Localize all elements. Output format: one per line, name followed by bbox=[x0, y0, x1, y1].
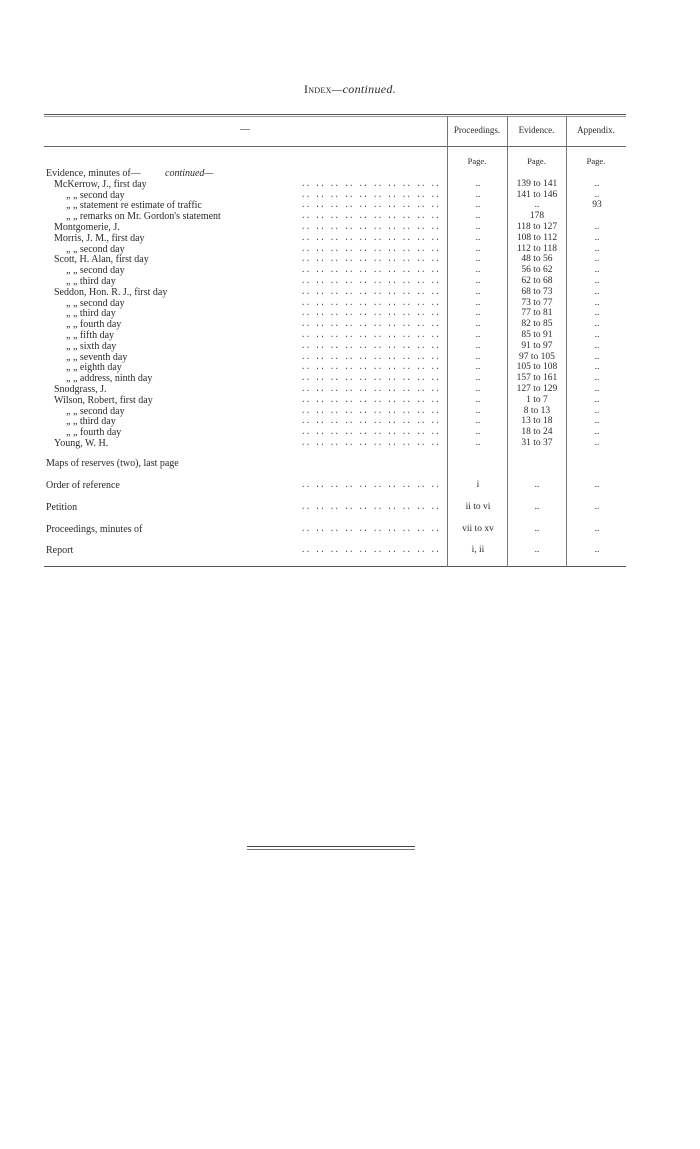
index-row bbox=[0, 352, 700, 363]
row-label: „ „ second day bbox=[66, 297, 125, 309]
index-section-row bbox=[0, 480, 700, 491]
row-label: „ „ eighth day bbox=[66, 362, 122, 374]
cell-app: .. bbox=[594, 308, 600, 319]
cell-app: .. bbox=[594, 254, 600, 265]
row-label: „ „ address, ninth day bbox=[66, 373, 153, 385]
cell-app: .. bbox=[594, 545, 600, 555]
index-row bbox=[0, 254, 700, 265]
dot-leader: .. .. .. .. .. .. .. .. .. .. bbox=[300, 309, 440, 319]
cell-app: .. bbox=[594, 330, 600, 340]
table-header-rule bbox=[44, 146, 626, 147]
dot-leader: .. .. .. .. .. .. .. .. .. .. bbox=[300, 417, 440, 427]
dot-leader: .. .. .. .. .. .. .. .. .. .. bbox=[300, 341, 440, 351]
index-row bbox=[0, 276, 700, 287]
cell-app: .. bbox=[594, 319, 600, 330]
cell-app: .. bbox=[594, 524, 600, 534]
cell-proc: .. bbox=[475, 200, 481, 211]
cell-evid: .. bbox=[534, 502, 540, 512]
cell-proc: .. bbox=[475, 276, 481, 286]
cell-proc: .. bbox=[475, 427, 481, 438]
cell-app: .. bbox=[594, 427, 600, 438]
index-row bbox=[0, 179, 700, 190]
table-bottom-rule bbox=[44, 566, 626, 567]
cell-evid: .. bbox=[534, 545, 540, 555]
cell-proc: .. bbox=[475, 297, 481, 308]
dot-leader: .. .. .. .. .. .. .. .. .. .. bbox=[300, 179, 440, 189]
dot-leader: .. .. .. .. .. .. .. .. .. .. bbox=[300, 439, 440, 448]
index-section-row bbox=[0, 458, 700, 469]
cell-proc: i, ii bbox=[471, 545, 485, 555]
row-label: „ „ second day bbox=[66, 189, 125, 201]
dot-leader: .. .. .. .. .. .. .. .. .. .. bbox=[300, 406, 440, 416]
dot-leader: .. .. .. .. .. .. .. .. .. .. bbox=[300, 190, 440, 200]
cell-evid: 82 to 85 bbox=[521, 319, 553, 330]
dot-leader: .. .. .. .. .. .. .. .. .. .. bbox=[300, 395, 440, 405]
cell-app: .. bbox=[594, 222, 600, 232]
cell-proc: .. bbox=[475, 211, 481, 222]
head-dash: — bbox=[240, 124, 250, 135]
column-header-appendix: Appendix. bbox=[577, 125, 615, 135]
cell-proc: .. bbox=[475, 394, 481, 405]
dot-leader: .. .. .. .. .. .. .. .. .. .. bbox=[300, 320, 440, 330]
row-label: „ „ fourth day bbox=[66, 427, 122, 439]
dot-leader: .. .. .. .. .. .. .. .. .. .. bbox=[300, 201, 440, 211]
row-label: „ „ third day bbox=[66, 308, 116, 320]
cell-proc: .. bbox=[475, 286, 481, 297]
cell-evid: 31 to 37 bbox=[521, 438, 553, 448]
row-label: „ „ statement re estimate of traffic bbox=[66, 200, 202, 212]
dot-leader: .. .. .. .. .. .. .. .. .. .. bbox=[300, 244, 440, 254]
cell-evid: .. bbox=[534, 480, 540, 490]
index-row bbox=[0, 373, 700, 384]
dot-leader: .. .. .. .. .. .. .. .. .. .. bbox=[300, 525, 440, 534]
subhead-evidence: Page. bbox=[527, 156, 546, 166]
row-label: Scott, H. Alan, first day bbox=[54, 254, 149, 266]
row-label: Snodgrass, J. bbox=[54, 384, 107, 395]
row-label: Morris, J. M., first day bbox=[54, 232, 145, 244]
cell-proc: .. bbox=[475, 340, 481, 351]
index-section-row bbox=[0, 524, 700, 535]
dot-leader: .. .. .. .. .. .. .. .. .. .. bbox=[300, 428, 440, 438]
row-label: „ „ second day bbox=[66, 265, 125, 277]
row-label: „ „ third day bbox=[66, 416, 116, 428]
cell-evid: .. bbox=[534, 524, 540, 534]
index-row bbox=[0, 222, 700, 233]
cell-evid: 157 to 161 bbox=[516, 373, 558, 384]
row-label: Proceedings, minutes of bbox=[46, 524, 143, 535]
row-label: „ „ sixth day bbox=[66, 340, 117, 352]
cell-proc: .. bbox=[475, 189, 481, 200]
table-top-rule bbox=[44, 114, 626, 115]
cell-proc: .. bbox=[475, 243, 481, 254]
cell-app: .. bbox=[594, 340, 600, 351]
row-label: Order of reference bbox=[46, 480, 120, 491]
closing-rule-inner bbox=[247, 849, 415, 850]
cell-app: .. bbox=[594, 405, 600, 416]
cell-evid: 8 to 13 bbox=[523, 405, 551, 416]
page-title bbox=[0, 82, 700, 97]
index-row bbox=[0, 427, 700, 438]
dot-leader: .. .. .. .. .. .. .. .. .. .. bbox=[300, 481, 440, 490]
cell-evid: .. bbox=[534, 200, 540, 211]
row-label: „ „ fourth day bbox=[66, 319, 122, 331]
cell-app: .. bbox=[594, 297, 600, 308]
dot-leader: .. .. .. .. .. .. .. .. .. .. bbox=[300, 298, 440, 308]
cell-app: .. bbox=[594, 189, 600, 200]
dot-leader: .. .. .. .. .. .. .. .. .. .. bbox=[300, 212, 440, 222]
cell-app: .. bbox=[594, 178, 600, 189]
cell-evid: 112 to 118 bbox=[517, 243, 557, 254]
cell-proc: .. bbox=[475, 362, 481, 373]
row-label: Young, W. H. bbox=[54, 438, 109, 449]
index-row bbox=[0, 406, 700, 417]
index-row bbox=[0, 438, 700, 449]
cell-app: .. bbox=[594, 384, 600, 394]
subhead-proceedings: Page. bbox=[467, 156, 487, 166]
row-label: „ „ remarks on Mr. Gordon's statement bbox=[66, 211, 221, 223]
cell-evid: 139 to 141 bbox=[516, 178, 558, 189]
subhead-appendix: Page. bbox=[586, 156, 606, 166]
cell-evid: 77 to 81 bbox=[521, 308, 553, 319]
cell-evid: 127 to 129 bbox=[516, 384, 558, 394]
row-label: „ „ seventh day bbox=[66, 351, 128, 363]
cell-app: .. bbox=[594, 286, 600, 297]
cell-app: .. bbox=[594, 480, 600, 490]
row-label: Wilson, Robert, first day bbox=[54, 394, 153, 406]
row-label: Seddon, Hon. R. J., first day bbox=[54, 286, 168, 298]
dot-leader: .. .. .. .. .. .. .. .. .. .. bbox=[300, 223, 440, 232]
column-header-proceedings: Proceedings. bbox=[453, 125, 501, 135]
closing-rule bbox=[247, 846, 415, 847]
cell-evid: 13 to 18 bbox=[521, 416, 553, 427]
cell-app: .. bbox=[594, 276, 600, 286]
dot-leader: .. .. .. .. .. .. .. .. .. .. bbox=[300, 255, 440, 265]
index-row bbox=[0, 287, 700, 298]
row-label: Evidence, minutes of— bbox=[46, 168, 141, 179]
cell-app: .. bbox=[594, 373, 600, 384]
index-row bbox=[0, 362, 700, 373]
cell-evid: 56 to 62 bbox=[521, 265, 553, 276]
cell-proc: .. bbox=[475, 330, 481, 340]
cell-evid: 85 to 91 bbox=[521, 330, 553, 340]
row-label-italic: continued— bbox=[165, 168, 214, 179]
index-row bbox=[0, 190, 700, 201]
cell-proc: .. bbox=[475, 265, 481, 276]
cell-app: .. bbox=[594, 265, 600, 276]
row-label: „ „ second day bbox=[66, 405, 125, 417]
column-header-evidence: Evidence. bbox=[518, 125, 555, 135]
dot-leader: .. .. .. .. .. .. .. .. .. .. bbox=[300, 503, 440, 512]
dot-leader: .. .. .. .. .. .. .. .. .. .. bbox=[300, 374, 440, 384]
index-row bbox=[0, 341, 700, 352]
row-label: „ „ second day bbox=[66, 243, 125, 255]
cell-app: .. bbox=[594, 362, 600, 373]
row-label: Maps of reserves (two), last page bbox=[46, 458, 179, 469]
index-section-row bbox=[0, 502, 700, 513]
cell-proc: .. bbox=[475, 416, 481, 427]
cell-proc: .. bbox=[475, 405, 481, 416]
index-row bbox=[0, 395, 700, 406]
cell-proc: .. bbox=[475, 232, 481, 243]
cell-evid: 48 to 56 bbox=[521, 254, 553, 265]
index-row bbox=[0, 416, 700, 427]
index-row bbox=[0, 319, 700, 330]
index-section-row bbox=[0, 545, 700, 556]
cell-proc: .. bbox=[475, 373, 481, 384]
cell-proc: .. bbox=[475, 178, 481, 189]
cell-evid: 68 to 73 bbox=[521, 286, 553, 297]
cell-evid: 91 to 97 bbox=[521, 340, 553, 351]
dot-leader: .. .. .. .. .. .. .. .. .. .. bbox=[300, 277, 440, 286]
cell-proc: vii to xv bbox=[462, 524, 494, 534]
cell-proc: ii to vi bbox=[465, 502, 491, 512]
row-label: McKerrow, J., first day bbox=[54, 178, 147, 190]
cell-evid: 105 to 108 bbox=[516, 362, 558, 373]
dot-leader: .. .. .. .. .. .. .. .. .. .. bbox=[300, 287, 440, 297]
row-label: Montgomerie, J. bbox=[54, 222, 120, 233]
row-label: Petition bbox=[46, 502, 78, 513]
index-row bbox=[0, 211, 700, 222]
cell-proc: .. bbox=[475, 438, 481, 448]
cell-proc: .. bbox=[475, 308, 481, 319]
cell-evid: 178 bbox=[529, 211, 545, 222]
cell-proc: .. bbox=[475, 384, 481, 394]
cell-evid: 141 to 146 bbox=[516, 189, 558, 200]
cell-evid: 73 to 77 bbox=[521, 297, 553, 308]
index-row bbox=[0, 265, 700, 276]
index-row bbox=[0, 244, 700, 255]
dot-leader: .. .. .. .. .. .. .. .. .. .. bbox=[300, 385, 440, 394]
cell-evid: 97 to 105 bbox=[519, 351, 555, 362]
cell-proc: i bbox=[476, 480, 480, 490]
cell-app: .. bbox=[594, 351, 600, 362]
index-row bbox=[0, 168, 700, 179]
cell-app: 93 bbox=[592, 200, 602, 211]
cell-evid: 118 to 127 bbox=[516, 222, 558, 232]
dot-leader: .. .. .. .. .. .. .. .. .. .. bbox=[300, 331, 440, 340]
cell-proc: .. bbox=[475, 222, 481, 232]
cell-proc: .. bbox=[475, 351, 481, 362]
dot-leader: .. .. .. .. .. .. .. .. .. .. bbox=[300, 363, 440, 373]
row-label: Report bbox=[46, 545, 74, 556]
cell-proc: .. bbox=[475, 319, 481, 330]
cell-app: .. bbox=[594, 232, 600, 243]
cell-app: .. bbox=[594, 416, 600, 427]
dot-leader: .. .. .. .. .. .. .. .. .. .. bbox=[300, 546, 440, 555]
cell-evid: 108 to 112 bbox=[516, 232, 558, 243]
index-row bbox=[0, 200, 700, 211]
row-label: „ „ fifth day bbox=[66, 330, 115, 341]
cell-app: .. bbox=[594, 243, 600, 254]
cell-app: .. bbox=[594, 438, 600, 448]
cell-evid: 18 to 24 bbox=[521, 427, 553, 438]
index-row bbox=[0, 330, 700, 341]
table-top-rule-inner bbox=[44, 116, 626, 117]
title-suffix: —continued. bbox=[331, 82, 396, 96]
cell-app: .. bbox=[594, 394, 600, 405]
cell-evid: 62 to 68 bbox=[521, 276, 553, 286]
title-main: Index bbox=[303, 82, 332, 96]
cell-app: .. bbox=[594, 502, 600, 512]
index-row bbox=[0, 308, 700, 319]
dot-leader: .. .. .. .. .. .. .. .. .. .. bbox=[300, 266, 440, 276]
index-row bbox=[0, 384, 700, 395]
index-row bbox=[0, 233, 700, 244]
cell-proc: .. bbox=[475, 254, 481, 265]
cell-evid: 1 to 7 bbox=[526, 394, 548, 405]
index-row bbox=[0, 298, 700, 309]
row-label: „ „ third day bbox=[66, 276, 116, 287]
dot-leader: .. .. .. .. .. .. .. .. .. .. bbox=[300, 233, 440, 243]
dot-leader: .. .. .. .. .. .. .. .. .. .. bbox=[300, 352, 440, 362]
